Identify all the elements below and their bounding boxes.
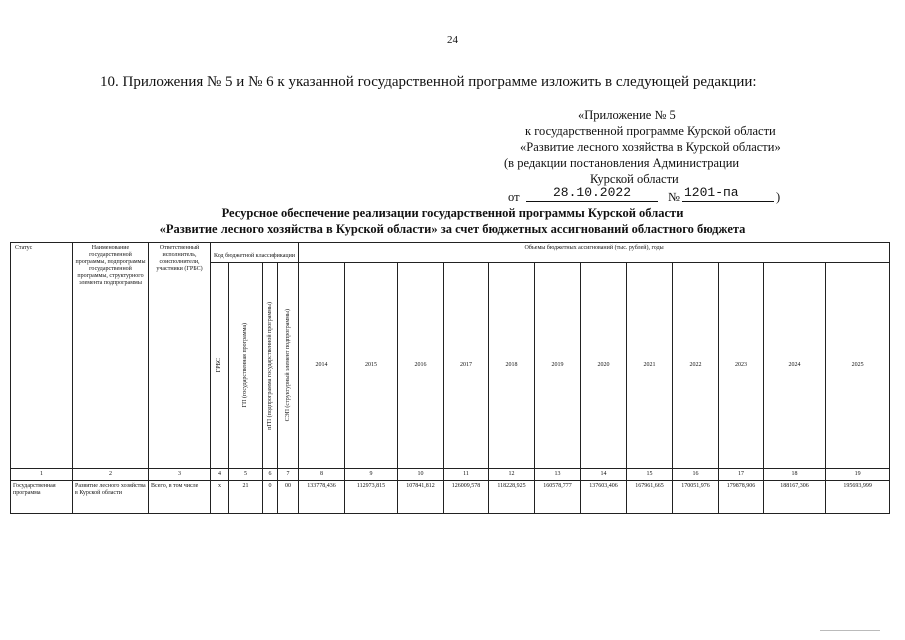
amount-cell: 137603,406 (581, 481, 627, 514)
row-program-name: Развитие лесного хозяйства в Курской области (73, 481, 149, 514)
appendix-line-3: «Развитие лесного хозяйства в Курской области» (520, 140, 781, 154)
amount-cell: 112973,815 (345, 481, 398, 514)
title-line-2: «Развитие лесного хозяйства в Курской области» за счет бюджетных ассигнований областного бюджета (159, 222, 746, 236)
header-executor: Ответственный исполнитель, соисполнители, участники (ГРБС) (149, 243, 211, 469)
year-header: 2016 (398, 263, 444, 469)
header-budget-code: Код бюджетной классификации (211, 243, 299, 263)
header-gp-text: ГП (государственная программа) (242, 323, 248, 408)
resolution-date-line (500, 187, 800, 205)
column-number: 19 (826, 469, 890, 481)
header-grbs (211, 263, 229, 469)
header-gp (229, 263, 263, 469)
amount-cell: 126009,578 (444, 481, 489, 514)
appendix-line-5: Курской области (590, 172, 679, 186)
row-grbs: х (211, 481, 229, 514)
row-status: Государственная программа (11, 481, 73, 514)
column-number: 7 (278, 469, 299, 481)
year-header: 2023 (719, 263, 764, 469)
year-header: 2025 (826, 263, 890, 469)
year-header: 2019 (535, 263, 581, 469)
row-sep: 00 (278, 481, 299, 514)
number-prefix: № (668, 190, 680, 204)
column-number: 10 (398, 469, 444, 481)
header-status: Статус (11, 243, 73, 469)
scan-artifact-line (820, 630, 880, 631)
table-header-row (11, 243, 890, 263)
header-sep-text: СЭП (структурный элемент подпрограммы) (284, 309, 291, 422)
column-number: 1 (11, 469, 73, 481)
intro-paragraph: 10. Приложения № 5 и № 6 к указанной государственной программе изложить в следующей редакции: (100, 74, 757, 90)
year-header: 2017 (444, 263, 489, 469)
document-title (0, 205, 905, 237)
budget-table (10, 242, 890, 514)
row-gp: 21 (229, 481, 263, 514)
row-pgp: 0 (263, 481, 278, 514)
amount-cell: 170051,976 (673, 481, 719, 514)
year-header: 2024 (764, 263, 826, 469)
table-row (11, 481, 890, 514)
year-header: 2022 (673, 263, 719, 469)
column-number: 16 (673, 469, 719, 481)
date-prefix: от (508, 190, 520, 204)
column-number: 18 (764, 469, 826, 481)
appendix-title: «Приложение № 5 (578, 108, 676, 122)
amount-cell: 179878,906 (719, 481, 764, 514)
column-number-row (11, 469, 890, 481)
column-number: 2 (73, 469, 149, 481)
column-number: 8 (299, 469, 345, 481)
header-sep (278, 263, 299, 469)
resolution-number: 1201-па (682, 185, 774, 202)
year-header: 2015 (345, 263, 398, 469)
closing-paren: ) (776, 190, 781, 204)
column-number: 5 (229, 469, 263, 481)
column-number: 15 (627, 469, 673, 481)
header-pgp (263, 263, 278, 469)
column-number: 4 (211, 469, 229, 481)
amount-cell: 188167,306 (764, 481, 826, 514)
amount-cell: 160578,777 (535, 481, 581, 514)
year-header: 2014 (299, 263, 345, 469)
resolution-date: 28.10.2022 (526, 185, 658, 202)
amount-cell: 118228,925 (489, 481, 535, 514)
amount-cell: 167961,665 (627, 481, 673, 514)
amount-cell: 195693,999 (826, 481, 890, 514)
row-executor: Всего, в том числе (149, 481, 211, 514)
header-grbs-text: ГРБС (216, 358, 222, 373)
column-number: 14 (581, 469, 627, 481)
year-header: 2020 (581, 263, 627, 469)
column-number: 6 (263, 469, 278, 481)
header-program-name: Наименование государственной программы, подпрограммы государственной программы, структурного элемента подпрограммы (73, 243, 149, 469)
page-number: 24 (447, 34, 458, 46)
column-number: 3 (149, 469, 211, 481)
appendix-line-2: к государственной программе Курской области (525, 124, 776, 138)
title-line-1: Ресурсное обеспечение реализации государственной программы Курской области (221, 206, 684, 220)
appendix-line-4: (в редакции постановления Администрации (504, 156, 740, 170)
amount-cell: 107841,812 (398, 481, 444, 514)
header-pgp-text: пГП (подпрограмма государственной программы) (266, 301, 273, 430)
year-header: 2021 (627, 263, 673, 469)
column-number: 12 (489, 469, 535, 481)
year-header: 2018 (489, 263, 535, 469)
column-number: 13 (535, 469, 581, 481)
column-number: 9 (345, 469, 398, 481)
column-number: 11 (444, 469, 489, 481)
amount-cell: 133778,436 (299, 481, 345, 514)
header-volume: Объемы бюджетных ассигнований (тыс. рублей), годы (299, 243, 890, 263)
appendix-header (500, 107, 800, 205)
column-number: 17 (719, 469, 764, 481)
